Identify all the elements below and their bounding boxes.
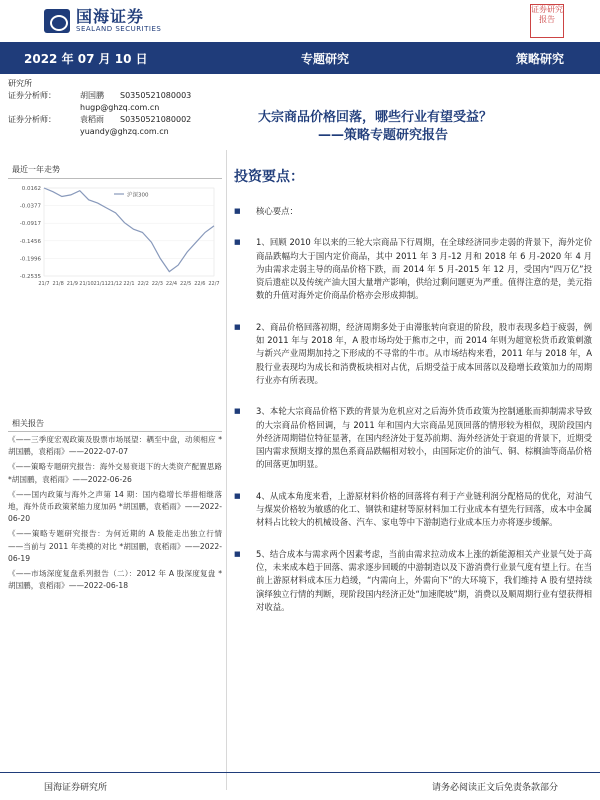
point-text: 4、从成本角度来看，上游原材料价格的回落将有利于产业链利润分配格局的优化，对油气与煤炭价格较为敏感的化工、钢铁和建材等原材料加工行业成本有望先行回落，成本中金属材料占比较大的机械设备、汽车、家电等中下游制造行业成本压力亦将逐步缓解。	[256, 490, 592, 528]
legend-label: 沪深300	[127, 192, 149, 199]
point-text: 5、结合成本与需求两个因素考虑，当前由需求拉动成本上涨的新能源相关产业景气处于高位，未来成本趋于回落、需求逐步回暖的中游制造以及下游消费行业景气度有望上行。在当前上游原材料成本压力趋缓，“内需向上，外需向下”的大环境下，我们维持 A 股有望持续演绎独立行情的判断，现阶段国内经济正处“加速爬坡”期，消费以及顺周期行业有望获得相对收益。	[256, 548, 592, 612]
x-tick-label: 21/7	[38, 281, 50, 287]
x-tick-label: 22/4	[165, 281, 178, 287]
plot-frame	[44, 188, 214, 276]
analyst-name: 胡国鹏	[80, 91, 104, 100]
x-tick-label: 22/2	[137, 281, 149, 287]
related-report-item[interactable]: 《——策略专题研究报告：为何近期的 A 股能走出独立行情——当前与 2011 年类模的对比 *胡国鹏，袁稻雨》——2022-06-19	[8, 529, 222, 563]
x-tick-label: 21/8	[52, 281, 64, 287]
related-report-item[interactable]: 《——市场深度复盘系列报告（二）：2012 年 A 股深度复盘 *胡国鹏，袁稻雨》——2022-06-18	[8, 569, 222, 591]
report-subtitle: ——策略专题研究报告	[318, 128, 449, 143]
x-tick-labels	[38, 281, 219, 287]
x-tick-label: 21/11	[93, 281, 108, 287]
y-tick-labels	[20, 186, 42, 280]
footer-left: 国海证券研究所	[44, 783, 108, 793]
y-grid	[44, 188, 214, 276]
logo-en: SEALAND SECURITIES	[76, 25, 162, 33]
bullet-square-icon: ■	[234, 322, 241, 331]
related-report-item[interactable]: 《——三季度宏观政策及股票市场展望：耦至中盘，动须相应 *胡国鹏，袁稻雨》——2022-07-07	[8, 435, 222, 457]
body-points	[234, 205, 592, 632]
y-tick-label: -0.1456	[19, 238, 41, 245]
trend-label: 最近一年走势	[12, 165, 60, 174]
y-tick-label: -0.0377	[19, 203, 41, 210]
company-logo	[44, 8, 161, 34]
analyst-info	[8, 78, 220, 138]
bullet-square-icon: ■	[234, 549, 241, 558]
analyst-email[interactable]: yuandy@ghzq.com.cn	[80, 127, 169, 136]
point-item	[234, 405, 592, 471]
related-report-item[interactable]: 《——策略专题研究报告：海外交易衰退下的大类资产配置思路 *胡国鹏，袁稻雨》——2022-06-26	[8, 462, 222, 484]
point-item	[234, 490, 592, 530]
report-title: 大宗商品价格回落，哪些行业有望受益？	[258, 110, 493, 125]
x-tick-label: 22/3	[151, 281, 163, 287]
x-tick-label: 21/12	[107, 281, 123, 287]
y-tick-label: 0.0162	[21, 186, 41, 192]
analyst-row	[8, 114, 220, 126]
x-tick-label: 22/7	[208, 281, 220, 287]
bullet-square-icon: ■	[234, 491, 241, 500]
related-divider	[8, 431, 222, 432]
series-line-hs300	[44, 188, 214, 272]
analyst-row	[8, 90, 220, 102]
y-tick-label: -0.2535	[19, 274, 41, 280]
bullet-square-icon: ■	[234, 407, 241, 416]
y-tick-label: -0.0917	[19, 221, 41, 228]
x-tick-label: 21/9	[66, 281, 78, 287]
logo-cn: 国海证券	[76, 7, 145, 26]
x-tick-label: 21/10	[79, 281, 94, 287]
analyst-id: S0350521080003	[120, 91, 192, 100]
report-category: 专题研究	[301, 52, 350, 66]
core-label: 核心要点：	[256, 206, 298, 216]
analyst-email[interactable]: hugp@ghzq.com.cn	[80, 103, 160, 112]
report-date: 2022 年 07 月 10 日	[24, 52, 148, 66]
y-tick-label: -0.1996	[19, 256, 41, 263]
column-divider	[226, 150, 227, 790]
bullet-square-icon: ■	[234, 238, 241, 247]
report-type: 策略研究	[516, 52, 565, 66]
point-text: 1、回顾 2010 年以来的三轮大宗商品下行周期，在全球经济同步走弱的背景下，海外定价商品跌幅均大于国内定价商品，其中 2011 年 3 月-12 月和 2018 年 6 月-2020 年 4 月为由需求走弱主导的商品价格下跌，而 2014 年 5 月-2015 年 12 月，受国内“四万亿”投资后遗症以及传统产油大国大量增产影响，供给过剩问题更为严重。值得注意的是，美元指数的升值对海外定价商品价格亦会形成抑制。	[256, 237, 592, 301]
x-tick-label: 22/6	[194, 281, 206, 287]
analyst-label: 证券分析师：	[8, 91, 56, 100]
point-text: 3、本轮大宗商品价格下跌的背景为危机应对之后海外货币政策为控制通胀而抑制需求导致的大宗商品价格回调，与 2011 年和国内大宗商品见顶回落的情形较为相似，现阶段国内外经济周期错位特征显著，在国内经济处于复苏前期、海外经济处于衰退的背景下，近期受国内需求预期支撑的黑色系商品跌幅相对较小，由国际定价的油气、铜、棕榈油等商品价格的回落更加明显。	[256, 406, 592, 470]
related-reports	[8, 434, 222, 595]
trend-chart	[8, 182, 222, 294]
report-seal: 证券研究报告	[530, 4, 564, 38]
analyst-name: 袁稻雨	[80, 115, 104, 124]
x-tick-label: 22/5	[180, 281, 192, 287]
related-report-item[interactable]: 《——国内政策与海外之声第 14 期：国内稳增长举措相继落地，海外货币政策紧缩力度加码 *胡国鹏，袁稻雨》——2022-06-20	[8, 489, 222, 524]
point-item	[234, 321, 592, 387]
institute-label: 研究所	[8, 79, 32, 88]
trend-divider	[8, 178, 222, 179]
core-heading	[234, 205, 592, 218]
point-text: 2、商品价格回落初期，经济周期多处于由滞胀转向衰退的阶段，股市表现多趋于疲弱，例如 2011 年与 2018 年，A 股市场均处于熊市之中，而 2014 年则为超宽松货币政策刺激与新兴产业周期加持之下形成的不寻常的牛市。从市场结构来看，2011 年与 2018 年，A 股行业表现均为成长和消费板块相对占优，后期受益于成本回落以及稳增长政策加力的周期行业亦有所表现。	[256, 321, 592, 385]
point-item	[234, 236, 592, 302]
analyst-id: S0350521080002	[120, 115, 192, 124]
invest-title: 投资要点：	[234, 169, 304, 185]
x-tick-label: 22/1	[123, 281, 135, 287]
logo-icon	[44, 9, 70, 33]
bullet-square-icon: ■	[234, 207, 241, 215]
footer-line	[0, 772, 600, 773]
point-item	[234, 548, 592, 614]
related-label: 相关报告	[12, 419, 44, 428]
analyst-label: 证券分析师：	[8, 115, 56, 124]
footer-disclaimer[interactable]: 请务必阅读正文后免责条款部分	[432, 783, 559, 793]
